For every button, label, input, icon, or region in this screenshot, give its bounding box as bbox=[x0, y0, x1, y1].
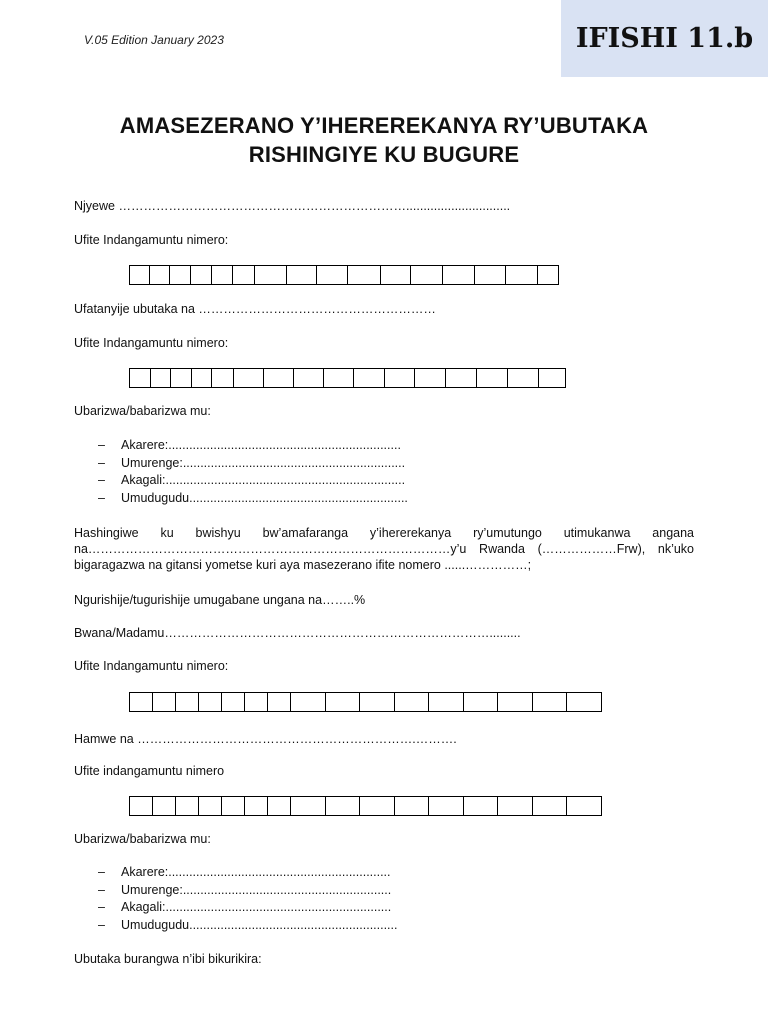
id-digit-cell[interactable] bbox=[498, 797, 533, 815]
id-digit-cell[interactable] bbox=[291, 693, 326, 711]
id-digit-cell[interactable] bbox=[381, 266, 412, 284]
id-digit-cell[interactable] bbox=[176, 797, 199, 815]
id-digit-cell[interactable] bbox=[199, 693, 222, 711]
id-digit-cell[interactable] bbox=[464, 693, 499, 711]
location-item-district-2[interactable]: – Akarere:................................................................ bbox=[98, 865, 391, 879]
id-digit-cell[interactable] bbox=[233, 266, 255, 284]
location-item-village-1[interactable]: – Umudugudu............................................................... bbox=[98, 490, 408, 505]
id-digit-cell[interactable] bbox=[130, 693, 153, 711]
id-digit-cell[interactable] bbox=[354, 369, 386, 387]
location-item-village-2[interactable]: – Umudugudu............................................................ bbox=[98, 917, 398, 932]
form-code-text: IFISHI 11.b bbox=[575, 23, 754, 54]
id-digit-cell[interactable] bbox=[264, 369, 294, 387]
id-digit-cell[interactable] bbox=[212, 369, 234, 387]
id-digit-cell[interactable] bbox=[326, 797, 361, 815]
location-item-cell-1[interactable]: – Akagali:..................................................................... bbox=[98, 473, 406, 487]
payment-line-3[interactable]: bigaragazwa na gitansi yometse kuri aya masezerano ifite nomero ......……………; bbox=[74, 558, 532, 572]
document-title-line2: RISHINGIYE KU BUGURE bbox=[248, 142, 520, 167]
id-digit-cell[interactable] bbox=[508, 369, 539, 387]
id-digit-cell[interactable] bbox=[268, 797, 291, 815]
id-digit-cell[interactable] bbox=[360, 797, 395, 815]
id-digit-cell[interactable] bbox=[538, 266, 558, 284]
id-digit-cell[interactable] bbox=[415, 369, 446, 387]
id-digit-cell[interactable] bbox=[171, 369, 192, 387]
id-digit-cell[interactable] bbox=[245, 693, 268, 711]
id-number-boxes-4[interactable] bbox=[129, 796, 602, 816]
share-percentage-field[interactable]: Ngurishije/tugurishije umugabane ungana na……..% bbox=[74, 593, 366, 607]
id-digit-cell[interactable] bbox=[348, 266, 381, 284]
ubutaka-description-label: Ubutaka burangwa n’ibi bikurikira: bbox=[74, 952, 262, 966]
id-digit-cell[interactable] bbox=[533, 693, 568, 711]
id-digit-cell[interactable] bbox=[506, 266, 538, 284]
id-digit-cell[interactable] bbox=[446, 369, 477, 387]
id-digit-cell[interactable] bbox=[268, 693, 291, 711]
location-item-district-1[interactable]: – Akarere:................................................................... bbox=[98, 438, 401, 452]
id-digit-cell[interactable] bbox=[222, 797, 245, 815]
id-digit-cell[interactable] bbox=[411, 266, 443, 284]
id-digit-cell[interactable] bbox=[464, 797, 499, 815]
id-digit-cell[interactable] bbox=[429, 797, 464, 815]
id-digit-cell[interactable] bbox=[326, 693, 361, 711]
id-digit-cell[interactable] bbox=[153, 797, 176, 815]
id-digit-cell[interactable] bbox=[222, 693, 245, 711]
id-digit-cell[interactable] bbox=[429, 693, 464, 711]
location-list-2 bbox=[98, 864, 397, 934]
id-label-3: Ufite Indangamuntu nimero: bbox=[74, 659, 229, 673]
ubarizwa-label-1: Ubarizwa/babarizwa mu: bbox=[74, 404, 211, 418]
id-number-boxes-3[interactable] bbox=[129, 692, 602, 712]
id-digit-cell[interactable] bbox=[533, 797, 568, 815]
edition-label: V.05 Edition January 2023 bbox=[84, 33, 224, 47]
id-digit-cell[interactable] bbox=[130, 266, 150, 284]
id-digit-cell[interactable] bbox=[324, 369, 354, 387]
location-item-sector-1[interactable]: – Umurenge:................................................................ bbox=[98, 455, 406, 470]
ubarizwa-label-2: Ubarizwa/babarizwa mu: bbox=[74, 832, 211, 846]
id-digit-cell[interactable] bbox=[170, 266, 190, 284]
id-digit-cell[interactable] bbox=[360, 693, 395, 711]
id-number-boxes-2[interactable] bbox=[129, 368, 566, 388]
id-digit-cell[interactable] bbox=[212, 266, 233, 284]
njyewe-field[interactable]: Njyewe …………………………………………………………….............................. bbox=[74, 199, 511, 213]
ufatanyije-field[interactable]: Ufatanyije ubutaka na ………………………………………………… bbox=[74, 302, 436, 316]
id-digit-cell[interactable] bbox=[151, 369, 172, 387]
payment-line-1: Hashingiwe ku bwishyu bw’amafaranga y’ihererekanya ry’umutungo utimukanwa angana bbox=[74, 526, 694, 540]
id-label-1: Ufite Indangamuntu nimero: bbox=[74, 233, 229, 247]
id-digit-cell[interactable] bbox=[317, 266, 348, 284]
id-digit-cell[interactable] bbox=[567, 797, 601, 815]
id-digit-cell[interactable] bbox=[130, 369, 151, 387]
id-number-boxes-1[interactable] bbox=[129, 265, 559, 285]
id-digit-cell[interactable] bbox=[294, 369, 324, 387]
payment-line-2[interactable]: na……………………………………………………………………………y’u Rwanda (………………Frw), nk’uko bbox=[74, 542, 694, 556]
id-digit-cell[interactable] bbox=[477, 369, 508, 387]
id-digit-cell[interactable] bbox=[443, 266, 475, 284]
payment-paragraph bbox=[74, 525, 694, 573]
bwana-madamu-field[interactable]: Bwana/Madamu……………………………………………………………………......... bbox=[74, 626, 521, 640]
id-digit-cell[interactable] bbox=[385, 369, 415, 387]
id-digit-cell[interactable] bbox=[395, 797, 430, 815]
id-digit-cell[interactable] bbox=[498, 693, 533, 711]
id-digit-cell[interactable] bbox=[539, 369, 565, 387]
id-digit-cell[interactable] bbox=[475, 266, 507, 284]
id-label-4: Ufite indangamuntu nimero bbox=[74, 764, 225, 778]
id-digit-cell[interactable] bbox=[199, 797, 222, 815]
id-digit-cell[interactable] bbox=[191, 266, 212, 284]
form-code-badge bbox=[561, 0, 768, 77]
id-digit-cell[interactable] bbox=[291, 797, 326, 815]
id-digit-cell[interactable] bbox=[287, 266, 318, 284]
id-label-2: Ufite Indangamuntu nimero: bbox=[74, 336, 229, 350]
id-digit-cell[interactable] bbox=[567, 693, 601, 711]
location-item-sector-2[interactable]: – Umurenge:............................................................ bbox=[98, 882, 392, 897]
id-digit-cell[interactable] bbox=[234, 369, 264, 387]
document-title-line1: AMASEZERANO Y’IHEREREKANYA RY’UBUTAKA bbox=[119, 113, 649, 138]
id-digit-cell[interactable] bbox=[130, 797, 153, 815]
hamwe-na-field[interactable]: Hamwe na ………………………………………………………….………. bbox=[74, 732, 457, 746]
id-digit-cell[interactable] bbox=[176, 693, 199, 711]
id-digit-cell[interactable] bbox=[395, 693, 430, 711]
id-digit-cell[interactable] bbox=[150, 266, 170, 284]
id-digit-cell[interactable] bbox=[192, 369, 213, 387]
id-digit-cell[interactable] bbox=[245, 797, 268, 815]
location-list-1 bbox=[98, 437, 408, 507]
id-digit-cell[interactable] bbox=[153, 693, 176, 711]
location-item-cell-2[interactable]: – Akagali:................................................................. bbox=[98, 900, 392, 914]
id-digit-cell[interactable] bbox=[255, 266, 287, 284]
